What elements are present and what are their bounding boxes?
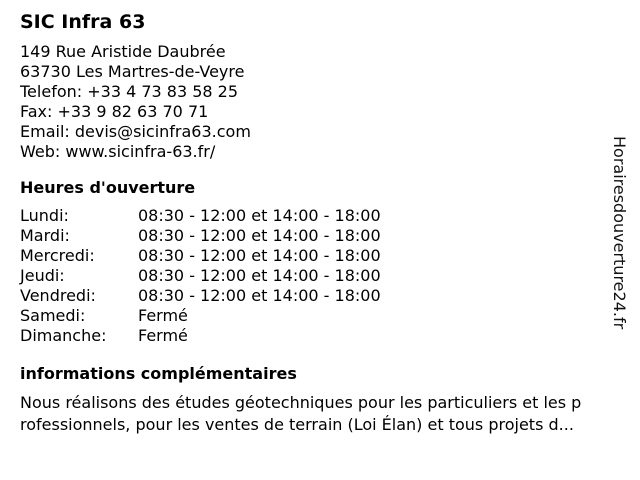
hours-time: 08:30 - 12:00 et 14:00 - 18:00 bbox=[138, 246, 381, 265]
hours-row-thursday bbox=[20, 266, 620, 286]
hours-heading: Heures d'ouverture bbox=[20, 178, 196, 197]
hours-row-tuesday bbox=[20, 226, 620, 246]
address-street: 149 Rue Aristide Daubrée bbox=[20, 42, 226, 61]
hours-row-saturday bbox=[20, 306, 620, 326]
hours-day: Dimanche: bbox=[20, 326, 107, 345]
address-city: 63730 Les Martres-de-Veyre bbox=[20, 62, 245, 81]
email-line: Email: devis@sicinfra63.com bbox=[20, 122, 251, 141]
web-line: Web: www.sicinfra-63.fr/ bbox=[20, 142, 216, 161]
hours-time: 08:30 - 12:00 et 14:00 - 18:00 bbox=[138, 206, 381, 225]
phone-line: Telefon: +33 4 73 83 58 25 bbox=[20, 82, 239, 101]
hours-day: Vendredi: bbox=[20, 286, 96, 305]
hours-time: 08:30 - 12:00 et 14:00 - 18:00 bbox=[138, 226, 381, 245]
watermark-text: Horairesdouverture24.fr bbox=[610, 136, 629, 330]
fax-line: Fax: +33 9 82 63 70 71 bbox=[20, 102, 209, 121]
business-name: SIC Infra 63 bbox=[20, 11, 146, 33]
hours-row-wednesday bbox=[20, 246, 620, 266]
info-description-line-2: rofessionnels, pour les ventes de terrain (Loi Élan) et tous projets d... bbox=[20, 415, 574, 434]
site-watermark bbox=[599, 136, 629, 346]
info-heading: informations complémentaires bbox=[20, 364, 297, 383]
hours-row-friday bbox=[20, 286, 620, 306]
hours-time: 08:30 - 12:00 et 14:00 - 18:00 bbox=[138, 286, 381, 305]
info-description bbox=[20, 392, 630, 436]
hours-time: Fermé bbox=[138, 326, 188, 345]
hours-time: Fermé bbox=[138, 306, 188, 325]
business-card bbox=[20, 10, 620, 436]
contact-block bbox=[20, 42, 620, 162]
hours-day: Lundi: bbox=[20, 206, 69, 225]
hours-day: Mercredi: bbox=[20, 246, 95, 265]
hours-time: 08:30 - 12:00 et 14:00 - 18:00 bbox=[138, 266, 381, 285]
hours-day: Mardi: bbox=[20, 226, 70, 245]
hours-row-sunday bbox=[20, 326, 620, 346]
info-description-line-1: Nous réalisons des études géotechniques pour les particuliers et les p bbox=[20, 393, 582, 412]
hours-day: Jeudi: bbox=[20, 266, 65, 285]
hours-row-monday bbox=[20, 206, 620, 226]
hours-table bbox=[20, 206, 620, 346]
hours-day: Samedi: bbox=[20, 306, 86, 325]
